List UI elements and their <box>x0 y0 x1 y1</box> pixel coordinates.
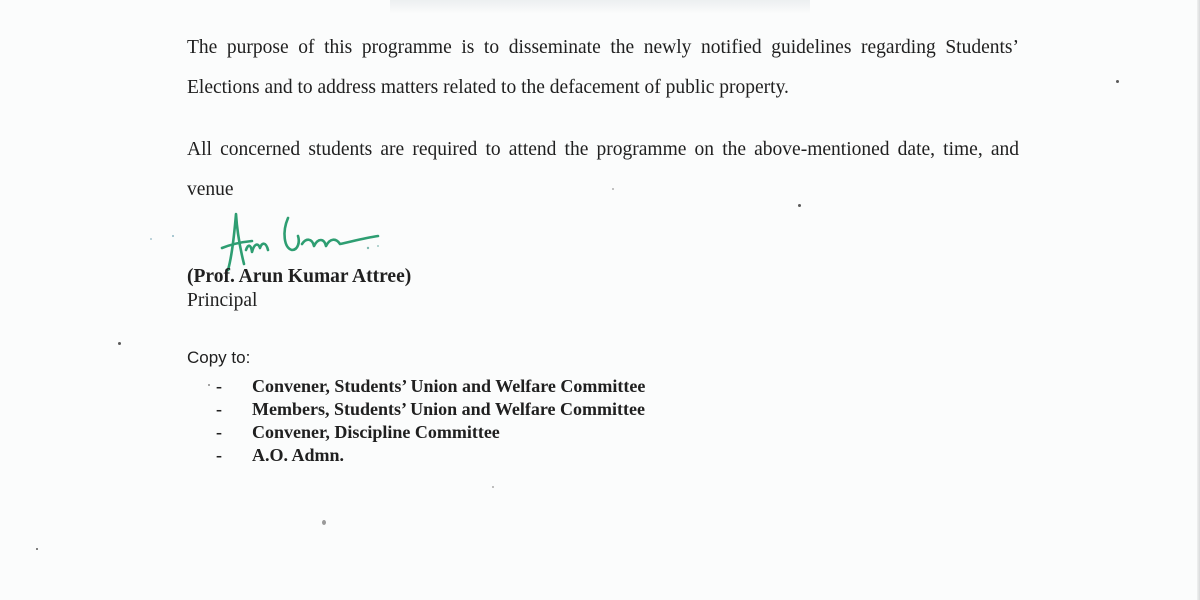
copy-to-item <box>216 375 645 398</box>
list-dash: - <box>216 422 222 442</box>
scan-speck <box>612 188 614 190</box>
copy-to-label: Copy to: <box>187 348 251 367</box>
scan-speck <box>798 204 801 207</box>
recipient-name: A.O. Admn. <box>252 445 345 465</box>
scan-speck <box>172 235 174 237</box>
scan-speck <box>322 520 326 525</box>
copy-to-item <box>216 398 645 421</box>
scan-speck <box>208 384 210 386</box>
scan-speck <box>118 342 121 345</box>
recipient-name: Members, Students’ Union and Welfare Committee <box>252 399 645 419</box>
copy-to-list <box>216 375 645 467</box>
purpose-paragraph: The purpose of this programme is to disseminate the newly notified guidelines regarding Students’ Elections and to address matters related to the defacement of public property. <box>187 37 1019 98</box>
scan-shadow <box>390 0 810 14</box>
scan-speck <box>492 486 494 488</box>
recipient-name: Convener, Discipline Committee <box>252 422 500 442</box>
list-dash: - <box>216 376 222 396</box>
handwritten-signature <box>218 208 388 274</box>
recipient-name: Convener, Students’ Union and Welfare Committee <box>252 376 646 396</box>
scan-speck <box>36 548 38 550</box>
signatory-designation: Principal <box>187 290 258 311</box>
scan-speck <box>150 238 152 240</box>
copy-to-item <box>216 444 645 467</box>
copy-to-item <box>216 421 645 444</box>
signatory-name: (Prof. Arun Kumar Attree) <box>187 266 412 287</box>
list-dash: - <box>216 445 222 465</box>
scan-speck <box>1116 80 1119 83</box>
list-dash: - <box>216 399 222 419</box>
attendance-paragraph: All concerned students are required to attend the programme on the above-mentioned date, time, and venue <box>187 139 1019 200</box>
